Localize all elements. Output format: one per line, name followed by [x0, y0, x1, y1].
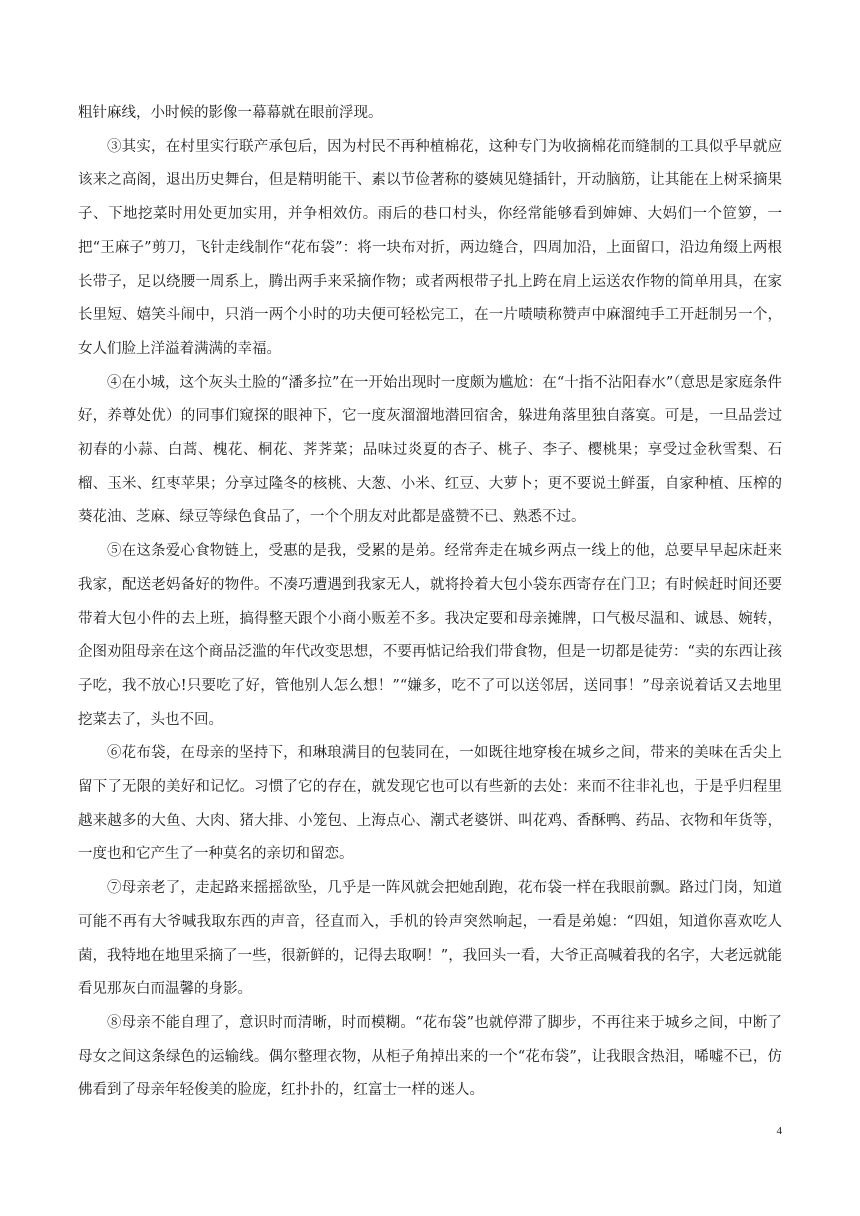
paragraph-5: ⑤在这条爱心食物链上，受惠的是我，受累的是弟。经常奔走在城乡两点一线上的他，总要早早起床赶来我家，配送老妈备好的物件。不凑巧遭遇到我家无人，就将拎着大包小袋东西寄存在门卫；有时候赶时间还要带着大包小件的去上班，搞得整天跟个小商小贩差不多。我决定要和母亲摊牌，口气极尽温和、诚恳、婉转，企图劝阻母亲在这个商品泛滥的年代改变思想，不要再惦记给我们带食物，但是一切都是徒劳：“卖的东西让孩子吃，我不放心!只要吃了好，管他别人怎么想！”“嫌多，吃不了可以送邻居，送同事！”母亲说着话又去地里挖菜去了，头也不回。 — [78, 543, 782, 728]
paragraph-8: ⑧母亲不能自理了，意识时而清晰，时而模糊。“花布袋”也就停滞了脚步，不再往来于城乡之间，中断了母女之间这条绿色的运输线。偶尔整理衣物，从柜子角掉出来的一个“花布袋”，让我眼含热泪，唏嘘不已，仿佛看到了母亲年轻俊美的脸庞，红扑扑的，红富士一样的迷人。 — [78, 1014, 782, 1099]
page-number: 4 — [776, 1125, 782, 1137]
paragraph-continuation: 粗针麻线，小时候的影像一幕幕就在眼前浮现。 — [78, 105, 383, 121]
paragraph-7: ⑦母亲老了，走起路来摇摇欲坠，几乎是一阵风就会把她刮跑，花布袋一样在我眼前飘。路过门岗，知道可能不再有大爷喊我取东西的声音，径直而入，手机的铃声突然响起，一看是弟媳：“四姐，知道你喜欢吃人菌，我特地在地里采摘了一些，很新鲜的，记得去取啊！”，我回头一看，大爷正高喊着我的名字，大老远就能看见那灰白而温馨的身影。 — [78, 880, 782, 998]
paragraph-6: ⑥花布袋，在母亲的坚持下，和琳琅满目的包装同在，一如既往地穿梭在城乡之间，带来的美味在舌尖上留下了无限的美好和记忆。习惯了它的存在，就发现它也可以有些新的去处：来而不往非礼也，于是乎归程里越来越多的大鱼、大肉、猪大排、小笼包、上海点心、潮式老婆饼、叫花鸡、香酥鸭、药品、衣物和年货等，一度也和它产生了一种莫名的亲切和留恋。 — [78, 745, 782, 863]
document-body — [78, 97, 782, 1108]
paragraph-4: ④在小城，这个灰头土脸的“潘多拉”在一开始出现时一度颇为尴尬：在“十指不沾阳春水”（意思是家庭条件好，养尊处优）的同事们窥探的眼神下，它一度灰溜溜地潜回宿舍，躲进角落里独自落寞。可是，一旦品尝过初春的小蒜、白蒿、槐花、桐花、荠荠菜；品味过炎夏的杏子、桃子、李子、樱桃果；享受过金秋雪梨、石榴、玉米、红枣苹果；分享过隆冬的核桃、大葱、小米、红豆、大萝卜；更不要说土鲜蛋，自家种植、压榨的葵花油、芝麻、绿豆等绿色食品了，一个个朋友对此都是盛赞不已、熟悉不过。 — [78, 374, 782, 526]
paragraph-3: ③其实，在村里实行联产承包后，因为村民不再种植棉花，这种专门为收摘棉花而缝制的工具似乎早就应该来之高阁，退出历史舞台，但是精明能干、素以节俭著称的婆姨见缝插针，开动脑筋，让其能在上树采摘果子、下地挖菜时用处更加实用，并争相效仿。雨后的巷口村头，你经常能够看到婶婶、大妈们一个笸箩，一把“王麻子”剪刀，飞针走线制作“花布袋”：将一块布对折，两边缝合，四周加沿，上面留口，沿边角缀上两根长带子，足以绕腰一周系上，腾出两手来采摘作物；或者两根带子扎上跨在肩上运送农作物的简单用具，在家长里短、嬉笑斗闹中，只消一两个小时的功夫便可轻松完工，在一片啧啧称赞声中麻溜纯手工开赶制另一个，女人们脸上洋溢着满满的幸福。 — [78, 138, 782, 357]
